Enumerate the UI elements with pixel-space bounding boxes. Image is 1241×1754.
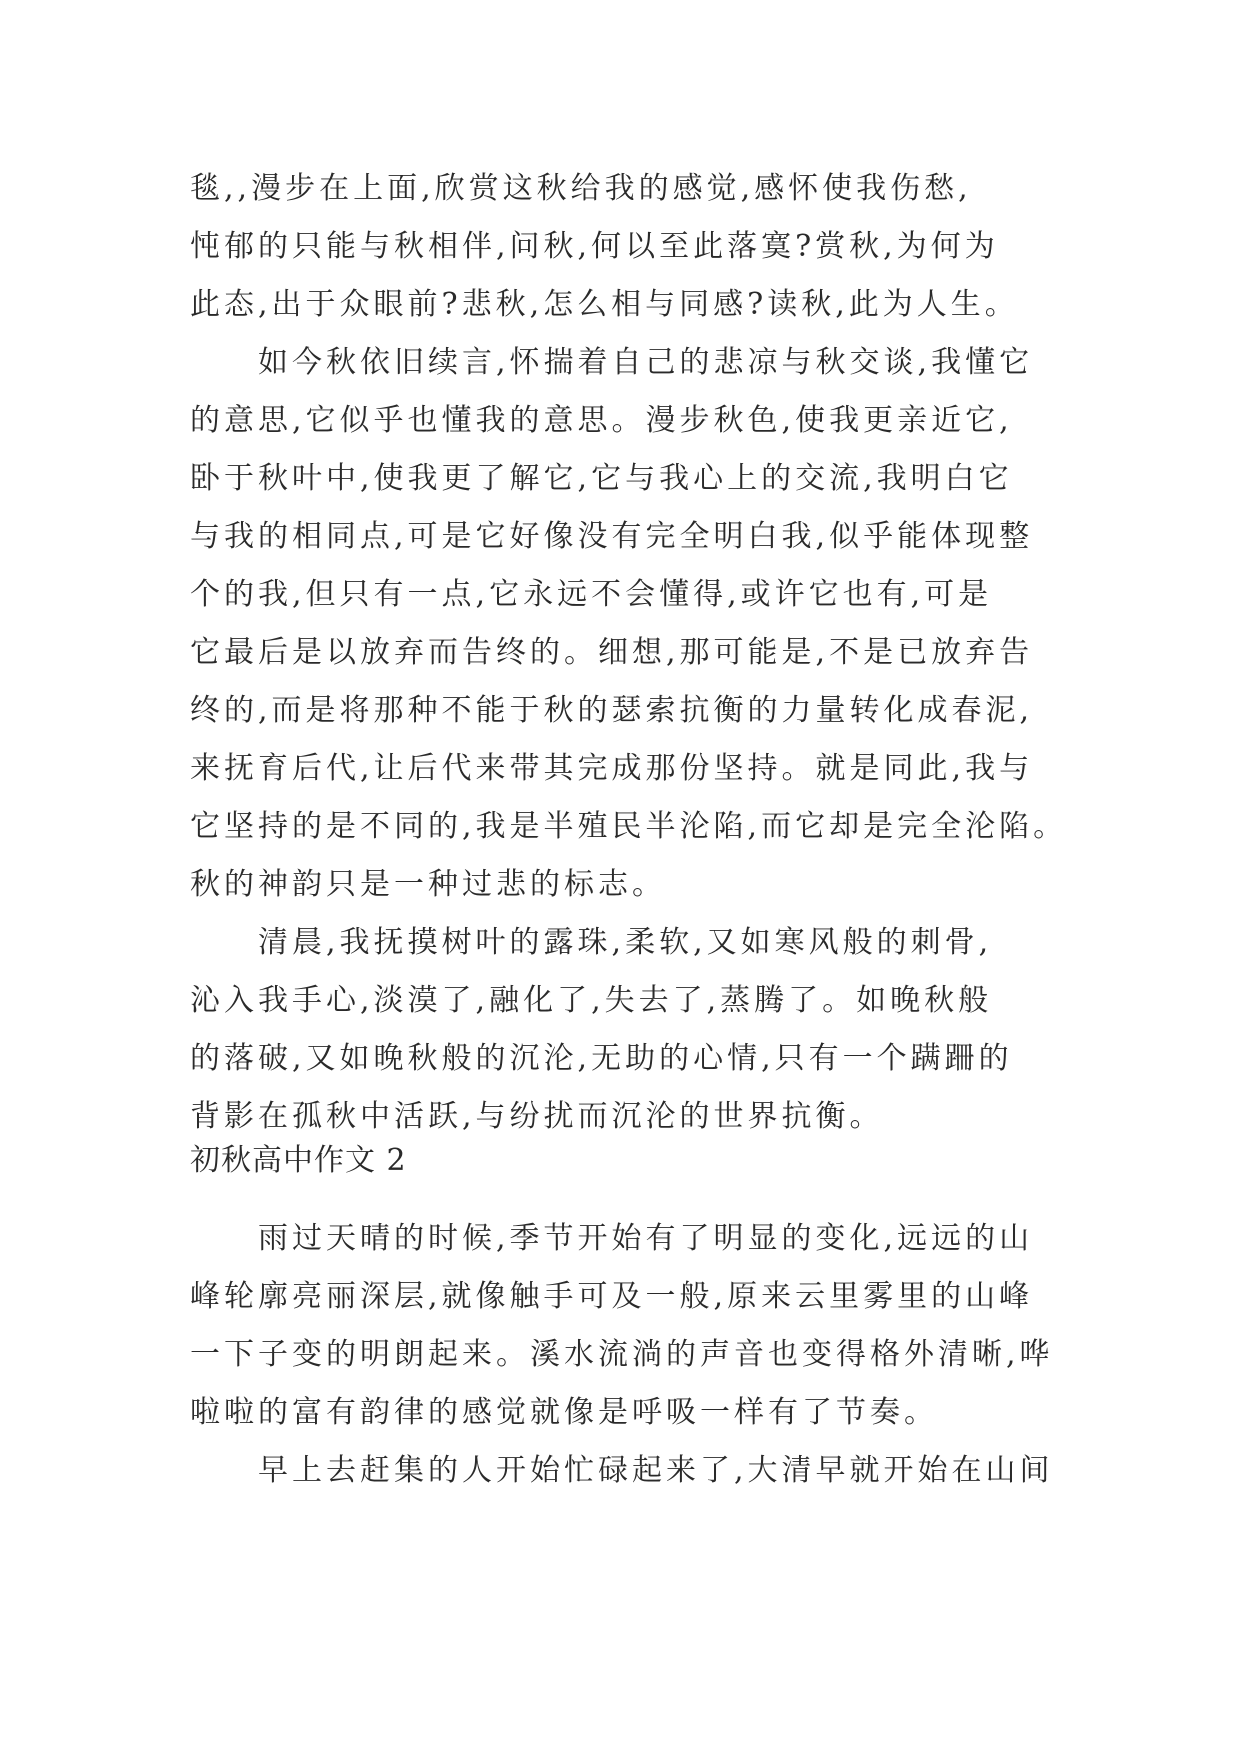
paragraph-line: 忳郁的只能与秋相伴,问秋,何以至此落寞?赏秋,为何为 (190, 229, 999, 264)
paragraph-line: 它坚持的是不同的,我是半殖民半沦陷,而它却是完全沦陷。 (190, 809, 1068, 844)
paragraph-line: 一下子变的明朗起来。溪水流淌的声音也变得格外清晰,哗 (190, 1337, 1054, 1372)
paragraph-line: 卧于秋叶中,使我更了解它,它与我心上的交流,我明白它 (190, 461, 1013, 496)
paragraph-line: 秋的神韵只是一种过悲的标志。 (190, 867, 666, 902)
paragraph-line: 终的,而是将那种不能于秋的瑟索抗衡的力量转化成春泥, (190, 693, 1034, 728)
paragraph-line: 来抚育后代,让后代来带其完成那份坚持。就是同此,我与 (190, 751, 1034, 786)
essay-section-2-body (190, 1210, 1070, 1500)
paragraph-line: 如今秋依旧续言,怀揣着自己的悲凉与秋交谈,我懂它 (190, 345, 1034, 380)
paragraph-line: 它最后是以放弃而告终的。细想,那可能是,不是已放弃告 (190, 635, 1034, 670)
paragraph-line: 与我的相同点,可是它好像没有完全明白我,似乎能体现整 (190, 519, 1034, 554)
paragraph-line: 清晨,我抚摸树叶的露珠,柔软,又如寒风般的刺骨, (190, 925, 993, 960)
paragraph-line: 雨过天晴的时候,季节开始有了明显的变化,远远的山 (190, 1221, 1034, 1256)
paragraph-line: 毯,,漫步在上面,欣赏这秋给我的感觉,感怀使我伤愁, (190, 171, 972, 206)
paragraph-line: 的落破,又如晚秋般的沉沦,无助的心情,只有一个蹒跚的 (190, 1041, 1013, 1076)
paragraph-line: 的意思,它似乎也懂我的意思。漫步秋色,使我更亲近它, (190, 403, 1013, 438)
paragraph-line: 沁入我手心,淡漠了,融化了,失去了,蒸腾了。如晚秋般 (190, 983, 993, 1018)
essay-section-1-body (190, 160, 1070, 1146)
paragraph-line: 背影在孤秋中活跃,与纷扰而沉沦的世界抗衡。 (190, 1099, 884, 1134)
paragraph-line: 啦啦的富有韵律的感觉就像是呼吸一样有了节奏。 (190, 1395, 938, 1430)
paragraph-line: 早上去赶集的人开始忙碌起来了,大清早就开始在山间 (190, 1453, 1054, 1488)
paragraph-line: 此态,出于众眼前?悲秋,怎么相与同感?读秋,此为人生。 (190, 287, 1019, 322)
section-heading: 初秋高中作文 2 (190, 1143, 407, 1178)
paragraph-line: 峰轮廓亮丽深层,就像触手可及一般,原来云里雾里的山峰 (190, 1279, 1034, 1314)
paragraph-line: 个的我,但只有一点,它永远不会懂得,或许它也有,可是 (190, 577, 993, 612)
